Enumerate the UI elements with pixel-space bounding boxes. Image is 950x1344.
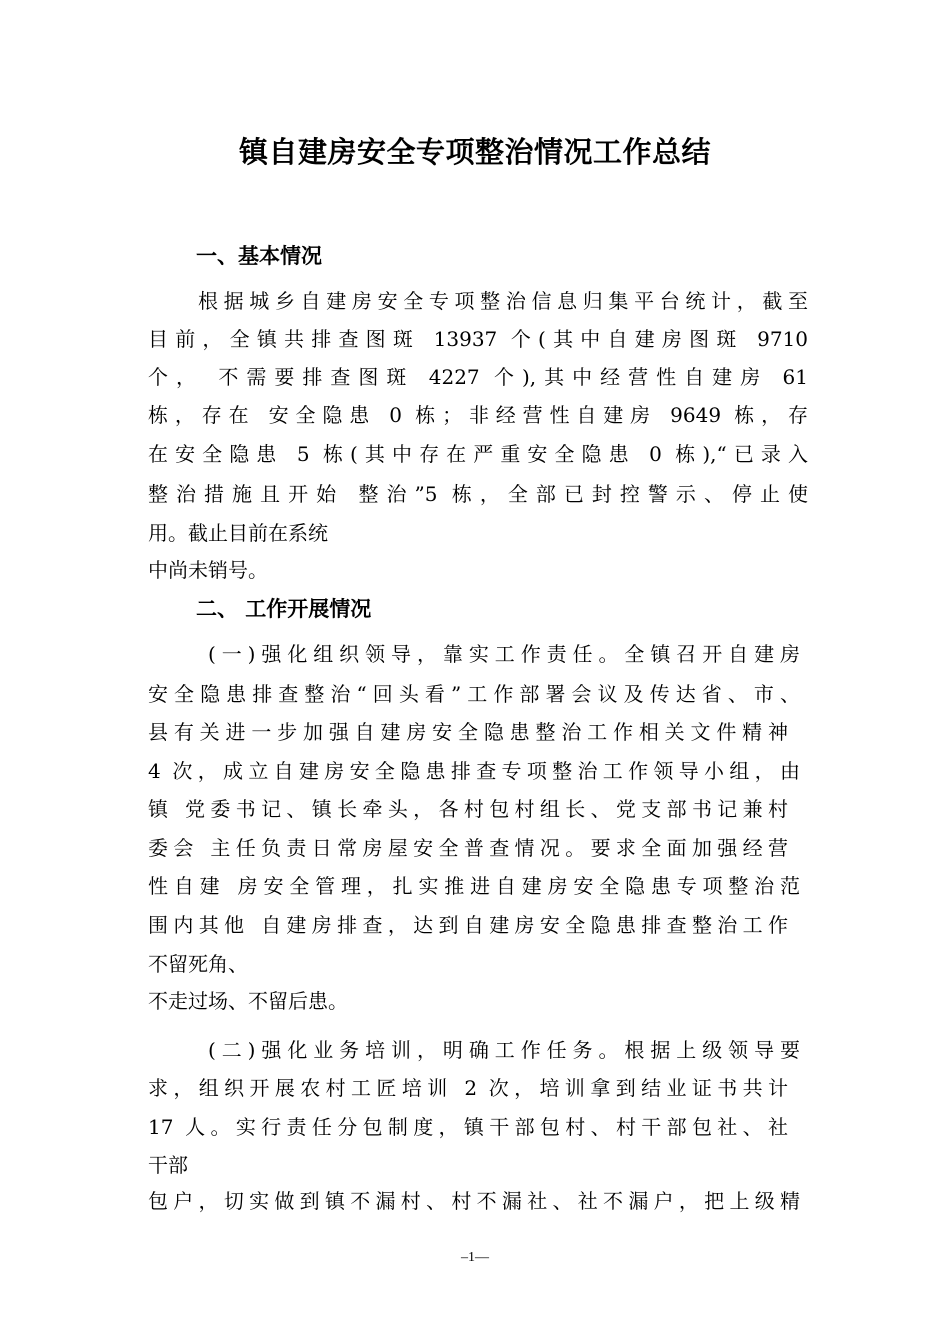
paragraph-line: 安全隐患排查整治“回头看”工作部署会议及传达省、市、 [148,682,800,706]
paragraph-line: 中尚未销号。 [148,558,268,582]
paragraph-line: (一)强化组织领导，靠实工作责任。全镇召开自建房 [208,642,800,666]
paragraph-line: 求，组织开展农村工匠培训 2 次，培训拿到结业证书共计 [148,1076,788,1100]
paragraph-line: 性自建 房安全管理，扎实推进自建房安全隐患专项整治范 [148,874,800,898]
section-heading-work: 二、 工作开展情况 [196,597,372,621]
paragraph-line: 在安全隐患 5 栋(其中存在严重安全隐患 0 栋),“已录入 [148,442,808,466]
paragraph-line: 根据城乡自建房安全专项整治信息归集平台统计，截至 [198,289,808,313]
paragraph-line: 不走过场、不留后患。 [148,989,348,1013]
paragraph-line: 不留死角、 [148,952,248,976]
paragraph-line: 用。截止目前在系统 [148,521,328,545]
paragraph-line: 委会 主任负责日常房屋安全普查情况。要求全面加强经营 [148,836,788,860]
section-heading-basic: 一、基本情况 [196,244,322,268]
paragraph-line: 镇 党委书记、镇长牵头，各村包村组长、党支部书记兼村 [148,797,788,821]
paragraph-line: 包户，切实做到镇不漏村、村不漏社、社不漏户，把上级精 [148,1189,800,1213]
paragraph-line: 目前，全镇共排查图斑 13937 个(其中自建房图斑 9710 [148,327,808,351]
paragraph-line: (二)强化业务培训，明确工作任务。根据上级领导要 [208,1038,800,1062]
paragraph-line: 17 人。实行责任分包制度，镇干部包村、村干部包社、社 [148,1115,788,1139]
paragraph-line: 县有关进一步加强自建房安全隐患整治工作相关文件精神 [148,720,788,744]
paragraph-line: 4 次，成立自建房安全隐患排查专项整治工作领导小组，由 [148,759,800,783]
paragraph-line: 栋，存在 安全隐患 0 栋；非经营性自建房 9649 栋，存 [148,403,808,427]
paragraph-line: 干部 [148,1153,188,1177]
paragraph-line: 围内其他 自建房排查，达到自建房安全隐患排查整治工作 [148,913,788,937]
paragraph-line: 个， 不需要排查图斑 4227 个),其中经营性自建房 61 [148,365,808,389]
document-title: 镇自建房安全专项整治情况工作总结 [238,135,711,169]
paragraph-line: 整治措施且开始 整治”5 栋，全部已封控警示、停止使 [148,482,808,506]
page-number: –1— [461,1250,489,1265]
